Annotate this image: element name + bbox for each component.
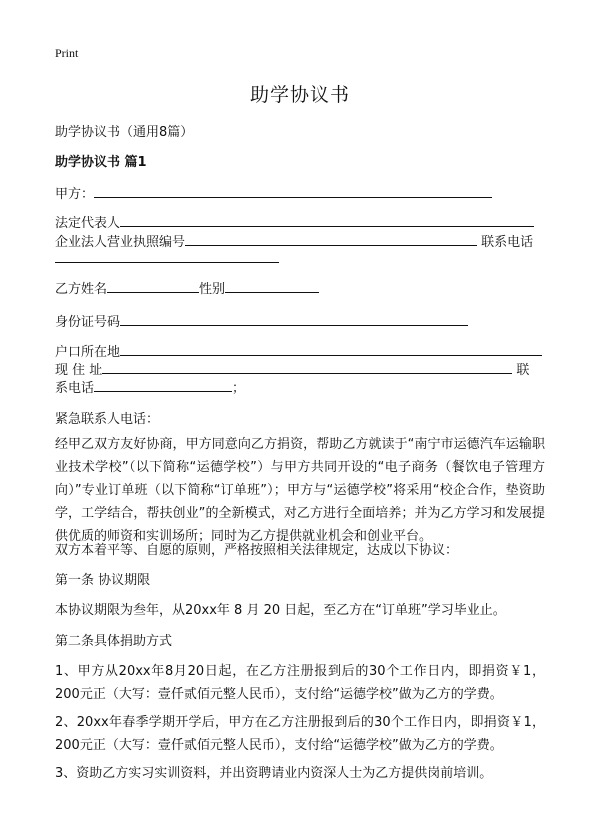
party-a-label: 甲方： <box>55 187 95 202</box>
legal-rep-blank <box>120 214 534 227</box>
party-b-row <box>55 278 319 297</box>
funding-item-3: 3、资助乙方实习实训资料，并出资聘请业内资深人士为乙方提供岗前培训。 <box>55 766 493 781</box>
funding-item-1: 1、甲方从20xx年8月20日起，在乙方注册报到后的30个工作日内，即捐资￥1，200元正（大写：壹仟贰佰元整人民币），支付给“运德学校”做为乙方的学费。 <box>55 664 545 702</box>
section-heading: 助学协议书 篇1 <box>55 155 147 170</box>
hukou-label: 户口所在地 <box>55 345 121 360</box>
contact-phone-blank <box>55 250 279 263</box>
term-paragraph: 本协议期限为叁年，从20xx年 8 月 20 日起，至乙方在“订单班”学习毕业止。 <box>55 603 506 618</box>
license-blank <box>185 233 477 246</box>
hukou-row <box>55 341 542 360</box>
print-link[interactable]: Print <box>55 46 79 60</box>
address-blank <box>102 361 512 374</box>
license-label: 企业法人营业执照编号 <box>55 235 186 250</box>
contact-blank <box>94 379 232 392</box>
party-b-name-label: 乙方姓名 <box>55 282 108 297</box>
address-row <box>55 359 529 378</box>
contact-phone-row <box>55 250 279 267</box>
emergency-contact-label: 紧急联系人电话： <box>55 412 160 427</box>
contact-row <box>55 377 245 396</box>
document-subtitle: 助学协议书（通用8篇） <box>55 125 194 140</box>
document-title: 助学协议书 <box>249 84 350 106</box>
id-label: 身份证号码 <box>55 315 121 330</box>
address-end-mark: ； <box>232 381 246 396</box>
article-1-heading: 第一条 协议期限 <box>55 573 151 588</box>
id-row <box>55 311 468 330</box>
party-a-row <box>55 183 492 202</box>
article-2-heading: 第二条具体捐助方式 <box>55 634 173 649</box>
funding-item-2: 2、20xx年春季学期开学后，甲方在乙方注册报到后的30个工作日内，即捐资￥1，200元正（大写：壹仟贰佰元整人民币），支付给“运德学校”做为乙方的学费。 <box>55 715 545 753</box>
gender-label: 性别 <box>199 282 226 297</box>
id-blank <box>120 313 468 326</box>
intro-paragraph: 经甲乙双方友好协商，甲方同意向乙方捐资，帮助乙方就读于“南宁市运德汽车运输职业技术学校”（以下简称“运德学校”）与甲方共同开设的“电子商务（餐饮电子管理方向）”专业订单班（以下简称“订单班”）；甲方与“运德学校”将采用“校企合作，垫资助学，工学结合，帮扶创业”的全新模式，对乙方进行全面培养；并为乙方学习和发展提供优质的师资和实训场所；同时为乙方提供就业机会和创业平台。 <box>55 437 545 544</box>
contact-phone-label: 联系电话 <box>481 235 534 250</box>
agreement-paragraph: 双方本着平等、自愿的原则，严格按照相关法律规定，达成以下协议： <box>55 543 459 558</box>
license-row <box>55 231 533 250</box>
hukou-blank <box>120 343 542 356</box>
address-label: 现 住 址 <box>55 363 103 378</box>
contact-rest-label: 系电话 <box>55 381 95 396</box>
party-b-name-blank <box>107 280 199 293</box>
party-a-blank <box>94 185 492 198</box>
legal-rep-label: 法定代表人 <box>55 216 121 231</box>
legal-rep-row <box>55 212 534 231</box>
contact-lian-text: 联 <box>516 363 530 378</box>
gender-blank <box>225 280 319 293</box>
